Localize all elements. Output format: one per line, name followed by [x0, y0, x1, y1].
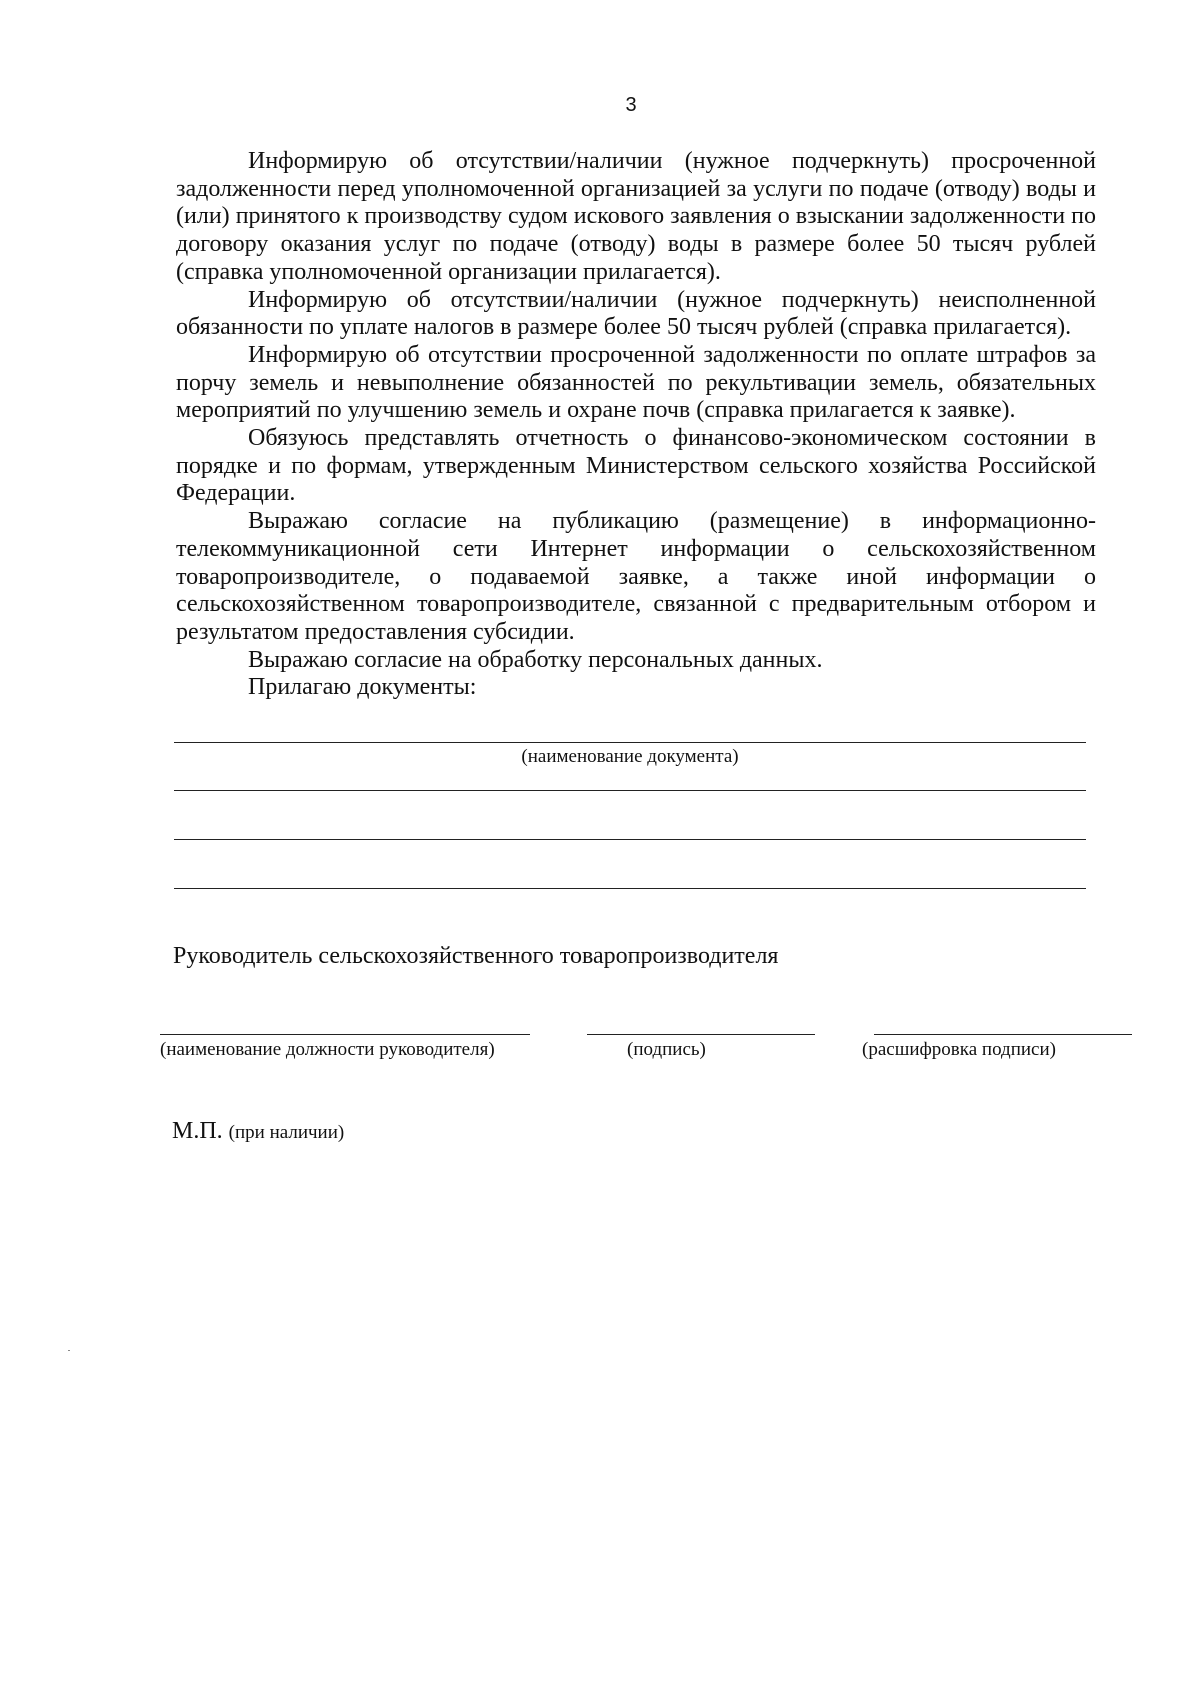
- paragraph-water-debt: Информирую об отсутствии/наличии (нужное подчеркнуть) просроченной задолженности перед уполномоченной организацией за услуги по подаче (отводу) воды и (или) принятого к производству судом искового заявления о взыскании задолженности по договору оказания услуг по подаче (отводу) воды в размере более 50 тысяч рублей (справка уполномоченной организации прилагается).: [176, 148, 1096, 285]
- signature-line[interactable]: [587, 1034, 815, 1035]
- position-signature-field: [160, 1034, 530, 1061]
- paragraph-land-fines: Информирую об отсутствии просроченной задолженности по оплате штрафов за порчу земель и невыполнение обязанностей по рекультивации земель, обязательных мероприятий по улучшению земель и охране почв (справка прилагается к заявке).: [176, 341, 1096, 424]
- position-caption: (наименование должности руководителя): [160, 1039, 495, 1060]
- paragraph-publication-consent: Выражаю согласие на публикацию (размещение) в информационно-телекоммуникационной сети Интернет информации о сельскохозяйственном товаропроизводителе, о подаваемой заявке, а также иной информации о сельскохозяйственном товаропроизводителе, связанной с предварительным отбором и результатом предоставления субсидии.: [176, 508, 1096, 645]
- paragraph-attachments: Прилагаю документы:: [248, 674, 477, 701]
- paragraph-tax-debt: Информирую об отсутствии/наличии (нужное подчеркнуть) неисполненной обязанности по уплате налогов в размере более 50 тысяч рублей (справка прилагается).: [176, 286, 1096, 341]
- signature-decoding-field: [862, 1034, 1132, 1061]
- decoding-line[interactable]: [874, 1034, 1132, 1035]
- document-line-4[interactable]: [174, 888, 1086, 889]
- paragraph-reporting: Обязуюсь представлять отчетность о финансово-экономическом состоянии в порядке и по формам, утвержденным Министерством сельского хозяйства Российской Федерации.: [176, 425, 1096, 507]
- seal-note: (при наличии): [228, 1122, 345, 1143]
- signature-caption: (подпись): [627, 1039, 706, 1060]
- position-line[interactable]: [160, 1034, 530, 1035]
- document-body: [176, 148, 1096, 702]
- document-line-2[interactable]: [174, 790, 1086, 791]
- decoding-caption: (расшифровка подписи): [862, 1039, 1056, 1060]
- document-name-caption: (наименование документа): [521, 746, 739, 767]
- seal-label: М.П.: [172, 1118, 223, 1144]
- paragraph-personal-data-consent: Выражаю согласие на обработку персональных данных.: [248, 646, 823, 673]
- page-number: 3: [625, 94, 637, 116]
- document-line-3[interactable]: [174, 839, 1086, 840]
- signature-field: [587, 1034, 815, 1061]
- seal-placeholder: [172, 1118, 344, 1145]
- signatory-title: Руководитель сельскохозяйственного товаропроизводителя: [173, 943, 779, 969]
- scan-speck: [68, 1350, 70, 1351]
- document-line-1[interactable]: [174, 742, 1086, 743]
